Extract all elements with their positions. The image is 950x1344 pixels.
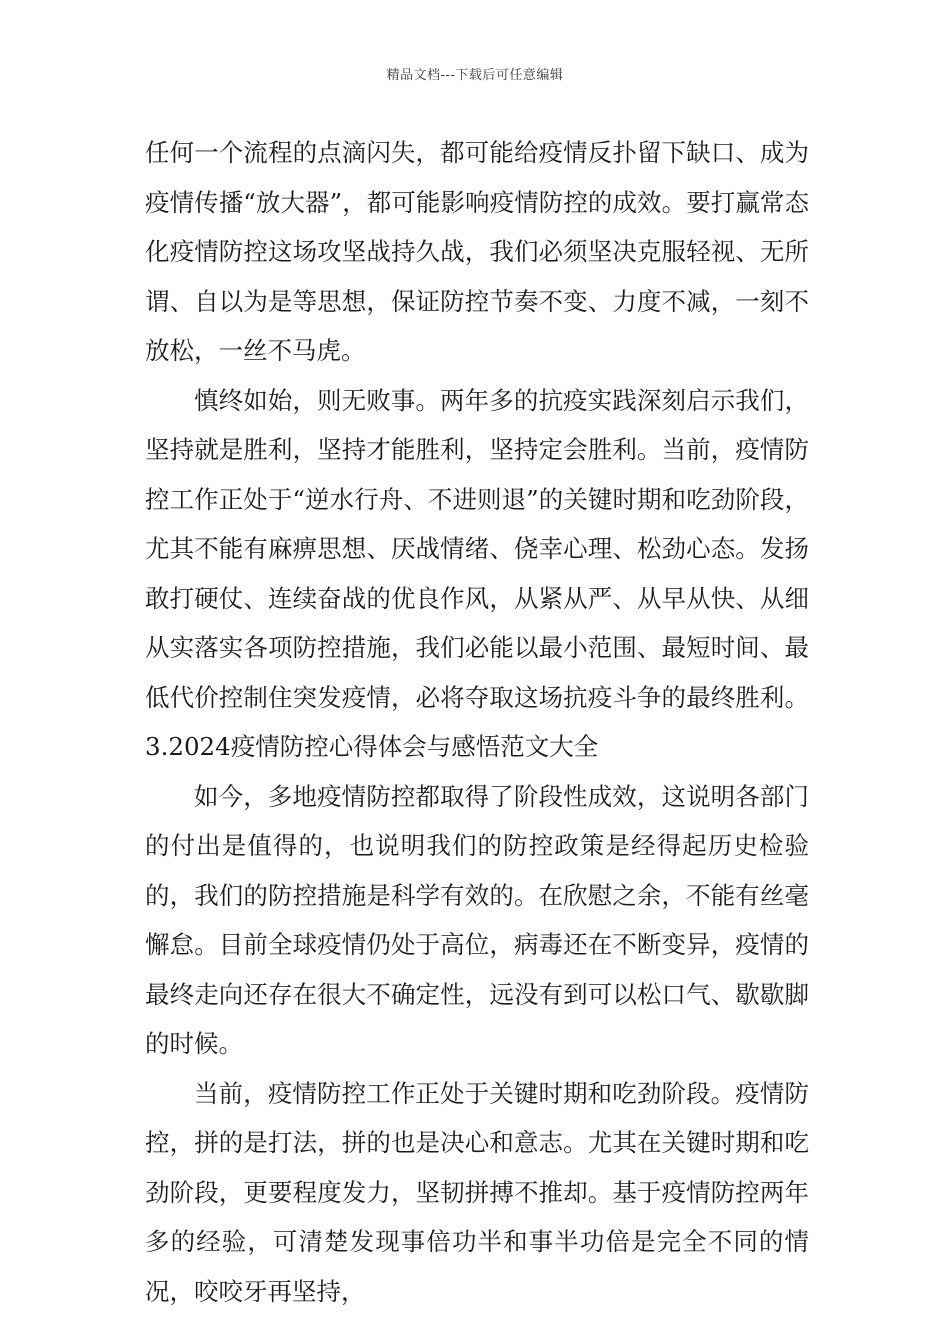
paragraph-4: 当前，疫情防控工作正处于关键时期和吃劲阶段。疫情防控，拼的是打法，拼的也是决心和意志。尤其在关键时期和吃劲阶段，更要程度发力，坚韧拼搏不推却。基于疫情防控两年多的经验，可清楚发现事倍功半和事半功倍是完全不同的情况，咬咬牙再坚持， xyxy=(145,1078,809,1306)
page-header: 精品文档---下载后可任意编辑 xyxy=(386,68,564,83)
paragraph-2: 慎终如始，则无败事。两年多的抗疫实践深刻启示我们，坚持就是胜利，坚持才能胜利，坚持定会胜利。当前，疫情防控工作正处于“逆水行舟、不进则退”的关键时期和吃劲阶段，尤其不能有麻痹思想、厌战情绪、侥幸心理、松劲心态。发扬敢打硬仗、连续奋战的优良作风，从紧从严、从早从快、从细从实落实各项防控措施，我们必能以最小范围、最短时间、最低代价控制住突发疫情，必将夺取这场抗疫斗争的最终胜利。3.2024疫情防控心得体会与感悟范文大全 xyxy=(145,385,809,761)
paragraph-3: 如今，多地疫情防控都取得了阶段性成效，这说明各部门的付出是值得的，也说明我们的防控政策是经得起历史检验的，我们的防控措施是科学有效的。在欣慰之余，不能有丝毫懈怠。目前全球疫情仍处于高位，病毒还在不断变异，疫情的最终走向还存在很大不确定性，远没有到可以松口气、歇歇脚的时候。 xyxy=(145,781,809,1058)
paragraph-1: 任何一个流程的点滴闪失，都可能给疫情反扑留下缺口、成为疫情传播“放大器”，都可能影响疫情防控的成效。要打赢常态化疫情防控这场攻坚战持久战，我们必须坚决克服轻视、无所谓、自以为是等思想，保证防控节奏不变、力度不减，一刻不放松，一丝不马虎。 xyxy=(145,138,809,365)
document-body xyxy=(145,128,809,1316)
